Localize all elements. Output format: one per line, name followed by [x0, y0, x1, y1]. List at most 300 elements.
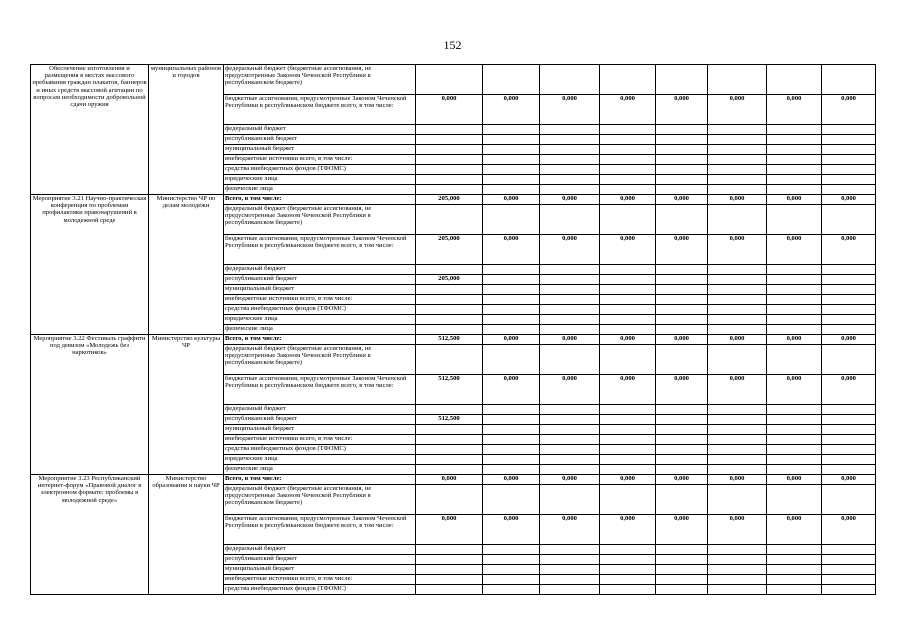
amount-cell: [708, 445, 767, 455]
amount-cell: 0,000: [656, 475, 708, 485]
amount-cell: [822, 445, 876, 455]
amount-cell: [822, 65, 876, 95]
amount-cell: 0,000: [600, 375, 656, 405]
amount-cell: 0,000: [483, 515, 540, 545]
amount-cell: 0,000: [540, 235, 600, 265]
amount-cell: [416, 565, 483, 575]
amount-cell: 0,000: [416, 475, 483, 485]
amount-cell: [600, 415, 656, 425]
amount-cell: [540, 145, 600, 155]
amount-cell: [767, 435, 822, 445]
amount-cell: [540, 405, 600, 415]
amount-cell: 0,000: [540, 195, 600, 205]
amount-cell: [600, 565, 656, 575]
funding-source-cell: республиканский бюджет: [224, 555, 416, 565]
amount-cell: 0,000: [656, 195, 708, 205]
amount-cell: [767, 135, 822, 145]
amount-cell: [483, 285, 540, 295]
funding-source-cell: федеральный бюджет: [224, 265, 416, 275]
amount-cell: [600, 185, 656, 195]
amount-cell: 0,000: [656, 235, 708, 265]
amount-cell: [822, 575, 876, 585]
amount-cell: [708, 485, 767, 515]
funding-source-cell: республиканский бюджет: [224, 415, 416, 425]
amount-cell: 0,000: [656, 515, 708, 545]
amount-cell: [540, 345, 600, 375]
amount-cell: [540, 295, 600, 305]
amount-cell: [767, 325, 822, 335]
amount-cell: [656, 265, 708, 275]
amount-cell: [822, 265, 876, 275]
amount-cell: [416, 285, 483, 295]
amount-cell: [483, 485, 540, 515]
amount-cell: [822, 145, 876, 155]
funding-source-cell: юридические лица: [224, 455, 416, 465]
funding-source-cell: федеральный бюджет (бюджетные ассигнования, не предусмотренные Законом Чеченской Республики в республиканском бюджете): [224, 205, 416, 235]
amount-cell: [708, 135, 767, 145]
amount-cell: [822, 565, 876, 575]
amount-cell: [708, 565, 767, 575]
amount-cell: [483, 435, 540, 445]
amount-cell: [767, 165, 822, 175]
amount-cell: [416, 585, 483, 595]
amount-cell: [822, 205, 876, 235]
amount-cell: [540, 565, 600, 575]
amount-cell: [540, 415, 600, 425]
amount-cell: [416, 165, 483, 175]
amount-cell: [416, 405, 483, 415]
amount-cell: [656, 575, 708, 585]
amount-cell: 0,000: [708, 235, 767, 265]
amount-cell: [416, 315, 483, 325]
amount-cell: 0,000: [483, 375, 540, 405]
amount-cell: [483, 545, 540, 555]
amount-cell: [656, 165, 708, 175]
executor-cell: Министерство культуры ЧР: [149, 335, 224, 475]
funding-source-cell: юридические лица: [224, 175, 416, 185]
funding-source-cell: Всего, в том числе:: [224, 475, 416, 485]
amount-cell: 205,000: [416, 195, 483, 205]
funding-source-cell: муниципальный бюджет: [224, 565, 416, 575]
funding-source-cell: бюджетные ассигнования, предусмотренные Законом Чеченской Республики в республиканском бюджете всего, в том числе:: [224, 515, 416, 545]
amount-cell: [416, 445, 483, 455]
amount-cell: [767, 455, 822, 465]
amount-cell: [600, 345, 656, 375]
funding-source-cell: федеральный бюджет (бюджетные ассигнования, не предусмотренные Законом Чеченской Республики в республиканском бюджете): [224, 485, 416, 515]
amount-cell: [540, 555, 600, 565]
funding-source-cell: республиканский бюджет: [224, 135, 416, 145]
amount-cell: 0,000: [600, 335, 656, 345]
amount-cell: [656, 425, 708, 435]
amount-cell: [540, 485, 600, 515]
funding-source-cell: Всего, в том числе:: [224, 195, 416, 205]
amount-cell: [708, 65, 767, 95]
amount-cell: [708, 165, 767, 175]
amount-cell: [416, 65, 483, 95]
table-row: [31, 335, 876, 345]
executor-cell: Министерство образования и науки ЧР: [149, 475, 224, 595]
amount-cell: [822, 155, 876, 165]
amount-cell: [656, 65, 708, 95]
amount-cell: [656, 485, 708, 515]
amount-cell: 205,000: [416, 275, 483, 285]
amount-cell: [483, 125, 540, 135]
amount-cell: [767, 65, 822, 95]
amount-cell: [822, 165, 876, 175]
amount-cell: [767, 265, 822, 275]
amount-cell: [767, 545, 822, 555]
amount-cell: 0,000: [540, 515, 600, 545]
funding-source-cell: федеральный бюджет: [224, 125, 416, 135]
amount-cell: [483, 555, 540, 565]
amount-cell: [708, 575, 767, 585]
page-number: 152: [443, 38, 462, 52]
amount-cell: [822, 435, 876, 445]
amount-cell: [600, 135, 656, 145]
amount-cell: 0,000: [708, 375, 767, 405]
amount-cell: 0,000: [416, 95, 483, 125]
amount-cell: [822, 345, 876, 375]
amount-cell: [540, 315, 600, 325]
amount-cell: 512,500: [416, 375, 483, 405]
amount-cell: [600, 125, 656, 135]
amount-cell: [600, 155, 656, 165]
amount-cell: [600, 455, 656, 465]
amount-cell: [416, 125, 483, 135]
amount-cell: [483, 405, 540, 415]
amount-cell: [600, 445, 656, 455]
amount-cell: [822, 285, 876, 295]
amount-cell: [600, 265, 656, 275]
funding-source-cell: физические лица: [224, 465, 416, 475]
funding-source-cell: средства внебюджетных фондов (ТФОМС): [224, 305, 416, 315]
amount-cell: [540, 545, 600, 555]
amount-cell: [708, 435, 767, 445]
amount-cell: [416, 205, 483, 235]
amount-cell: [540, 265, 600, 275]
amount-cell: 0,000: [767, 515, 822, 545]
amount-cell: [540, 65, 600, 95]
funding-source-cell: федеральный бюджет: [224, 405, 416, 415]
amount-cell: [656, 125, 708, 135]
amount-cell: [708, 555, 767, 565]
amount-cell: [708, 465, 767, 475]
funding-source-cell: средства внебюджетных фондов (ТФОМС): [224, 585, 416, 595]
amount-cell: 205,000: [416, 235, 483, 265]
amount-cell: [416, 305, 483, 315]
amount-cell: [767, 175, 822, 185]
amount-cell: [656, 315, 708, 325]
amount-cell: [822, 585, 876, 595]
amount-cell: [708, 295, 767, 305]
amount-cell: [483, 145, 540, 155]
amount-cell: [656, 205, 708, 235]
amount-cell: [708, 415, 767, 425]
amount-cell: [483, 325, 540, 335]
amount-cell: [656, 345, 708, 375]
amount-cell: 0,000: [483, 335, 540, 345]
amount-cell: [540, 205, 600, 235]
amount-cell: 0,000: [822, 235, 876, 265]
amount-cell: [708, 305, 767, 315]
amount-cell: 0,000: [708, 515, 767, 545]
amount-cell: [483, 445, 540, 455]
amount-cell: [822, 295, 876, 305]
amount-cell: [416, 265, 483, 275]
amount-cell: [600, 485, 656, 515]
amount-cell: [822, 405, 876, 415]
amount-cell: [656, 305, 708, 315]
amount-cell: [822, 175, 876, 185]
amount-cell: [540, 325, 600, 335]
amount-cell: [767, 305, 822, 315]
funding-source-cell: средства внебюджетных фондов (ТФОМС): [224, 445, 416, 455]
amount-cell: [600, 405, 656, 415]
amount-cell: [708, 455, 767, 465]
amount-cell: 0,000: [540, 375, 600, 405]
amount-cell: [540, 125, 600, 135]
amount-cell: [540, 435, 600, 445]
amount-cell: 0,000: [822, 195, 876, 205]
amount-cell: 0,000: [767, 335, 822, 345]
amount-cell: [416, 135, 483, 145]
amount-cell: [483, 415, 540, 425]
amount-cell: [416, 425, 483, 435]
amount-cell: [767, 425, 822, 435]
amount-cell: [656, 555, 708, 565]
amount-cell: [822, 315, 876, 325]
amount-cell: [483, 575, 540, 585]
amount-cell: 0,000: [767, 375, 822, 405]
amount-cell: [600, 575, 656, 585]
amount-cell: [822, 125, 876, 135]
amount-cell: 0,000: [767, 95, 822, 125]
amount-cell: 0,000: [822, 95, 876, 125]
amount-cell: [656, 175, 708, 185]
budget-table: [30, 64, 876, 595]
amount-cell: 0,000: [600, 235, 656, 265]
amount-cell: 0,000: [600, 195, 656, 205]
amount-cell: 0,000: [822, 335, 876, 345]
table-row: [31, 195, 876, 205]
amount-cell: [656, 435, 708, 445]
amount-cell: [656, 295, 708, 305]
amount-cell: [600, 305, 656, 315]
amount-cell: [708, 175, 767, 185]
amount-cell: [767, 405, 822, 415]
amount-cell: [767, 565, 822, 575]
amount-cell: [708, 285, 767, 295]
amount-cell: [656, 145, 708, 155]
amount-cell: [483, 185, 540, 195]
amount-cell: [416, 555, 483, 565]
amount-cell: [416, 325, 483, 335]
amount-cell: [822, 455, 876, 465]
amount-cell: [540, 445, 600, 455]
amount-cell: 0,000: [600, 475, 656, 485]
amount-cell: [767, 285, 822, 295]
amount-cell: 0,000: [540, 95, 600, 125]
amount-cell: [416, 175, 483, 185]
amount-cell: [540, 455, 600, 465]
amount-cell: [767, 345, 822, 375]
amount-cell: 0,000: [483, 235, 540, 265]
measure-name-cell: Мероприятие 3.22 Фестиваль граффити под девизом «Молодежь без наркотиков»: [31, 335, 149, 475]
amount-cell: [656, 275, 708, 285]
amount-cell: [600, 295, 656, 305]
amount-cell: [483, 155, 540, 165]
amount-cell: 0,000: [708, 95, 767, 125]
funding-source-cell: физические лица: [224, 325, 416, 335]
amount-cell: [708, 155, 767, 165]
amount-cell: [483, 565, 540, 575]
amount-cell: [822, 305, 876, 315]
funding-source-cell: юридические лица: [224, 315, 416, 325]
amount-cell: [656, 415, 708, 425]
amount-cell: 0,000: [767, 475, 822, 485]
amount-cell: [656, 545, 708, 555]
amount-cell: [822, 325, 876, 335]
amount-cell: [483, 455, 540, 465]
funding-source-cell: средства внебюджетных фондов (ТФОМС): [224, 165, 416, 175]
amount-cell: 0,000: [540, 475, 600, 485]
funding-source-cell: федеральный бюджет (бюджетные ассигнования, не предусмотренные Законом Чеченской Республики в республиканском бюджете): [224, 345, 416, 375]
amount-cell: [483, 315, 540, 325]
amount-cell: [708, 275, 767, 285]
amount-cell: [600, 175, 656, 185]
amount-cell: [600, 425, 656, 435]
amount-cell: [483, 205, 540, 235]
amount-cell: 0,000: [822, 375, 876, 405]
amount-cell: [540, 285, 600, 295]
amount-cell: 0,000: [656, 335, 708, 345]
funding-source-cell: внебюджетные источники всего, в том числе:: [224, 295, 416, 305]
amount-cell: [540, 465, 600, 475]
amount-cell: [483, 585, 540, 595]
amount-cell: [600, 205, 656, 235]
amount-cell: [416, 145, 483, 155]
amount-cell: [767, 315, 822, 325]
amount-cell: [600, 275, 656, 285]
measure-name-cell: Мероприятие 3.23 Республиканский интернет-форум «Правовой диалог в электронном формате: проблемы в молодежной среде»: [31, 475, 149, 595]
amount-cell: [767, 205, 822, 235]
amount-cell: [767, 465, 822, 475]
amount-cell: [708, 545, 767, 555]
amount-cell: [416, 295, 483, 305]
table-row: [31, 475, 876, 485]
funding-source-cell: физические лица: [224, 185, 416, 195]
amount-cell: [483, 265, 540, 275]
amount-cell: [483, 345, 540, 375]
funding-source-cell: республиканский бюджет: [224, 275, 416, 285]
funding-source-cell: муниципальный бюджет: [224, 285, 416, 295]
amount-cell: [600, 285, 656, 295]
amount-cell: [822, 485, 876, 515]
amount-cell: 0,000: [767, 235, 822, 265]
amount-cell: [708, 315, 767, 325]
amount-cell: [767, 185, 822, 195]
funding-source-cell: Всего, в том числе:: [224, 335, 416, 345]
amount-cell: [600, 435, 656, 445]
amount-cell: [540, 275, 600, 285]
amount-cell: [767, 275, 822, 285]
amount-cell: [767, 125, 822, 135]
funding-source-cell: бюджетные ассигнования, предусмотренные Законом Чеченской Республики в республиканском бюджете всего, в том числе:: [224, 375, 416, 405]
amount-cell: [656, 465, 708, 475]
amount-cell: [416, 575, 483, 585]
amount-cell: [656, 135, 708, 145]
amount-cell: [708, 265, 767, 275]
amount-cell: [600, 555, 656, 565]
amount-cell: [483, 165, 540, 175]
amount-cell: 512,500: [416, 415, 483, 425]
amount-cell: 0,000: [483, 195, 540, 205]
amount-cell: [416, 485, 483, 515]
measure-name-cell: Мероприятие 3.21 Научно-практическая конференция по проблемам профилактики правонарушений в молодежной среде: [31, 195, 149, 335]
amount-cell: 0,000: [656, 375, 708, 405]
amount-cell: [483, 465, 540, 475]
amount-cell: [600, 465, 656, 475]
amount-cell: [483, 295, 540, 305]
amount-cell: [822, 545, 876, 555]
amount-cell: [540, 155, 600, 165]
amount-cell: [767, 555, 822, 565]
amount-cell: [540, 175, 600, 185]
funding-source-cell: муниципальный бюджет: [224, 425, 416, 435]
funding-source-cell: внебюджетные источники всего, в том числе:: [224, 575, 416, 585]
amount-cell: [656, 585, 708, 595]
amount-cell: [767, 485, 822, 515]
amount-cell: [483, 425, 540, 435]
amount-cell: [767, 445, 822, 455]
amount-cell: 0,000: [656, 95, 708, 125]
executor-cell: Министерство ЧР по делам молодежи: [149, 195, 224, 335]
amount-cell: [540, 425, 600, 435]
amount-cell: 0,000: [600, 515, 656, 545]
amount-cell: [600, 325, 656, 335]
amount-cell: [600, 165, 656, 175]
amount-cell: 0,000: [708, 475, 767, 485]
amount-cell: [540, 165, 600, 175]
amount-cell: 0,000: [483, 95, 540, 125]
amount-cell: [416, 465, 483, 475]
amount-cell: [656, 445, 708, 455]
amount-cell: [656, 455, 708, 465]
amount-cell: 0,000: [822, 475, 876, 485]
amount-cell: [767, 145, 822, 155]
amount-cell: [540, 135, 600, 145]
budget-table-body: [31, 65, 876, 595]
amount-cell: [656, 565, 708, 575]
amount-cell: [708, 205, 767, 235]
funding-source-cell: федеральный бюджет (бюджетные ассигнования, не предусмотренные Законом Чеченской Республики в республиканском бюджете): [224, 65, 416, 95]
amount-cell: [708, 345, 767, 375]
amount-cell: [600, 145, 656, 155]
amount-cell: [708, 145, 767, 155]
amount-cell: [483, 135, 540, 145]
amount-cell: [656, 325, 708, 335]
amount-cell: [600, 585, 656, 595]
funding-source-cell: бюджетные ассигнования, предусмотренные Законом Чеченской Республики в республиканском бюджете всего, в том числе:: [224, 235, 416, 265]
amount-cell: 0,000: [483, 475, 540, 485]
funding-source-cell: федеральный бюджет: [224, 545, 416, 555]
amount-cell: [656, 285, 708, 295]
amount-cell: [822, 415, 876, 425]
funding-source-cell: внебюджетные источники всего, в том числе:: [224, 435, 416, 445]
amount-cell: [767, 295, 822, 305]
amount-cell: [708, 585, 767, 595]
amount-cell: [767, 585, 822, 595]
